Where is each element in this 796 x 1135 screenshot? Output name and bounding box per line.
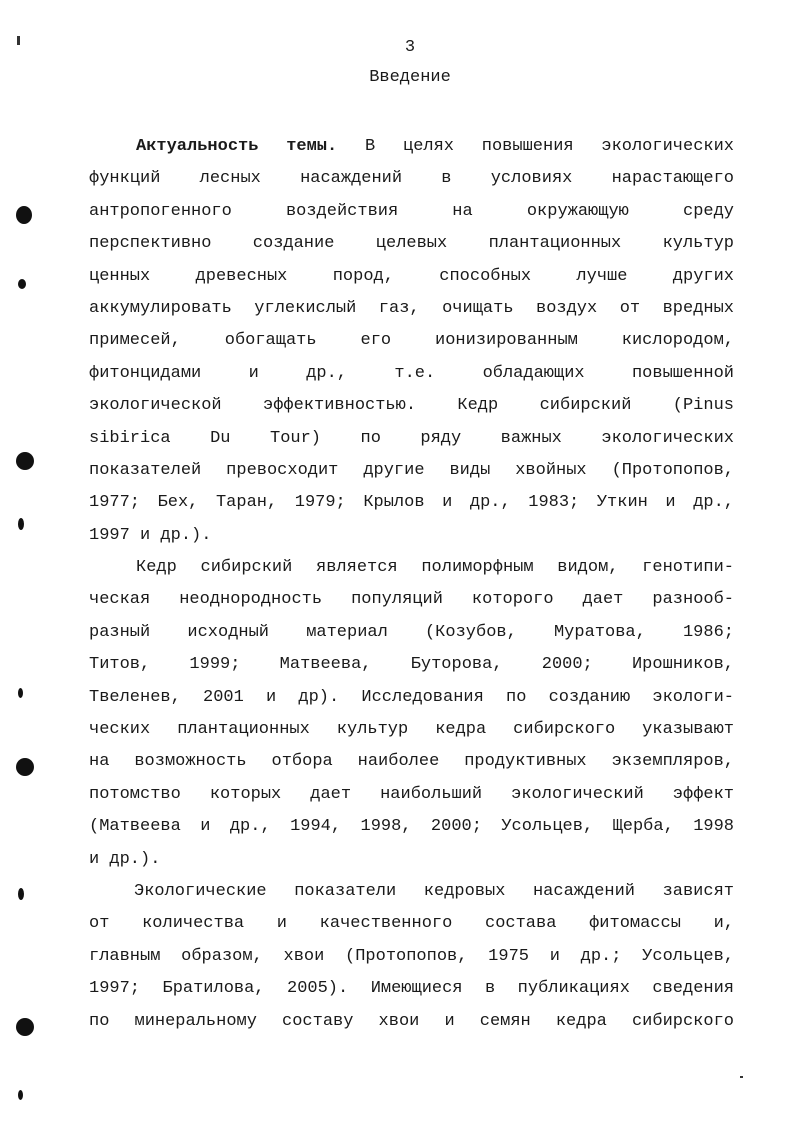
paragraph-3-line: по минеральному составу хвои и семян кедра сибирского xyxy=(89,1011,734,1031)
binding-hole xyxy=(18,518,24,530)
paragraph-2-line: (Матвеева и др., 1994, 1998, 2000; Усольцев, Щерба, 1998 xyxy=(89,817,734,837)
binding-hole xyxy=(18,1090,23,1100)
binding-hole xyxy=(16,452,34,470)
paragraph-3-line: 1997; Братилова, 2005). Имеющиеся в публикациях сведения xyxy=(89,979,734,999)
binding-hole xyxy=(18,279,26,289)
paragraph-2-line: разный исходный материал (Козубов, Муратова, 1986; xyxy=(89,622,734,642)
paragraph-2-line: и др.). xyxy=(89,849,161,869)
paragraph-1-line: ценных древесных пород, способных лучше других xyxy=(89,266,734,286)
paragraph-3-line: Экологические показатели кедровых насаждений зависят xyxy=(134,881,734,901)
page-number: 3 xyxy=(404,38,416,57)
paragraph-1-line: экологической эффективностью. Кедр сибирский (Pinus xyxy=(89,396,734,416)
paragraph-1-line: примесей, обогащать его ионизированным кислородом, xyxy=(89,331,734,351)
paragraph-1-line xyxy=(89,131,734,163)
binding-hole xyxy=(18,688,23,698)
paragraph-2-line: на возможность отбора наиболее продуктивных экземпляров, xyxy=(89,752,734,772)
paragraph-3-line: главным образом, хвои (Протопопов, 1975 и др.; Усольцев, xyxy=(89,946,734,966)
topic-lead: Актуальность темы. xyxy=(136,137,338,156)
binding-hole xyxy=(18,888,24,900)
scan-speck xyxy=(740,1076,743,1078)
paragraph-3-line: от количества и качественного состава фитомассы и, xyxy=(89,914,734,934)
paragraph-1-line: показателей превосходит другие виды хвойных (Протопопов, xyxy=(89,460,734,480)
binding-hole xyxy=(16,206,32,224)
paragraph-2-line: ческих плантационных культур кедра сибирского указывают xyxy=(89,720,734,740)
section-heading: Введение xyxy=(369,68,451,87)
paragraph-1-line: аккумулировать углекислый газ, очищать воздух от вредных xyxy=(89,298,734,318)
lead-continuation: В целях повышения экологических xyxy=(337,137,734,156)
paragraph-2-line: потомство которых дает наибольший экологический эффект xyxy=(89,784,734,804)
paragraph-1-line: функций лесных насаждений в условиях нарастающего xyxy=(89,169,734,189)
paragraph-1-line: sibirica Du Tour) по ряду важных экологических xyxy=(89,428,734,448)
paragraph-1-line: фитонцидами и др., т.е. обладающих повышенной xyxy=(89,363,734,383)
binding-hole xyxy=(16,1018,34,1036)
paragraph-1-line: перспективно создание целевых плантационных культур xyxy=(89,234,734,254)
paragraph-1-line: 1997 и др.). xyxy=(89,525,212,545)
paragraph-1-line: 1977; Бех, Таран, 1979; Крылов и др., 1983; Уткин и др., xyxy=(89,493,734,513)
paragraph-2-line: Кедр сибирский является полиморфным видом, генотипи- xyxy=(136,558,734,578)
paragraph-2-line: ческая неоднородность популяций которого дает разнооб- xyxy=(89,590,734,610)
paragraph-2-line: Твеленев, 2001 и др). Исследования по созданию экологи- xyxy=(89,687,734,707)
binding-hole xyxy=(16,758,34,776)
paragraph-2-line: Титов, 1999; Матвеева, Буторова, 2000; Ирошников, xyxy=(89,655,734,675)
paragraph-1-line: антропогенного воздействия на окружающую среду xyxy=(89,201,734,221)
body-text xyxy=(89,131,734,1038)
